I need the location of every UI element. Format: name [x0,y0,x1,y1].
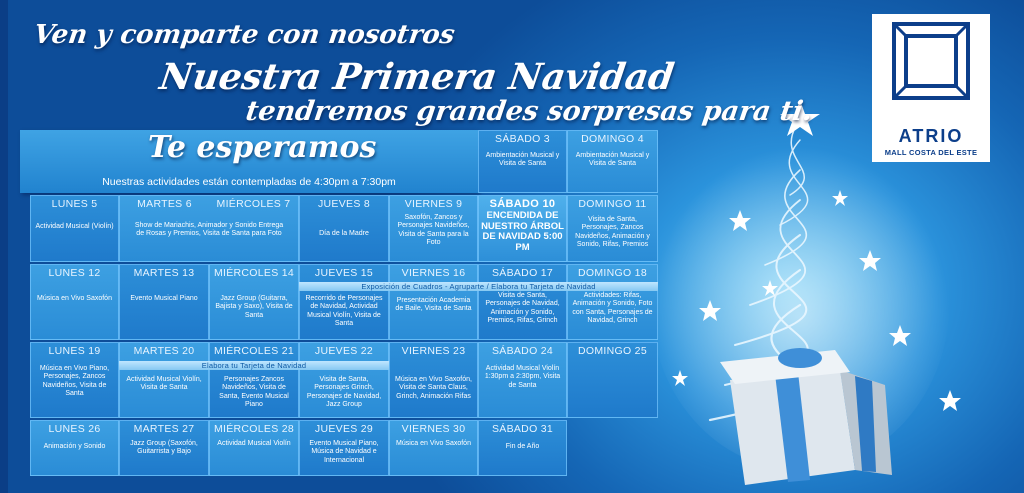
calendar-cell-sab31 [478,420,567,476]
event-text: Actividad Musical Violín [217,440,291,447]
day-label: SÁBADO 17 [491,267,554,279]
calendar-cell-vie16 [389,264,478,340]
calendar-cell-jue22 [299,342,389,418]
event-text: Ambientación Musical y Visita de Santa [485,152,560,168]
day-label: JUEVES 29 [314,423,374,435]
event-text: Recorrido de Personajes de Navidad, Actividad Musical Violín, Visita de Santa [305,295,383,328]
event-text: Música en Vivo Saxofón, Visita de Santa Claus, Grinch, Animación Rifas [395,376,472,400]
headline-line-3: tendremos grandes sorpresas para ti. [243,96,815,127]
day-label: SÁBADO 31 [491,423,554,435]
event-text: Actividad Musical Violín 1:30pm a 2:30pm, Visita de Santa [484,365,561,389]
event-text: Ambientación Musical y Visita de Santa [575,152,650,168]
day-label: DOMINGO 4 [581,133,644,145]
day-label: DOMINGO 25 [578,345,647,357]
calendar-cell-sab3 [478,130,567,193]
calendar-cell-dom18 [567,264,658,340]
event-text: Visita de Santa, Personajes, Zancos Navideños, Animación y Sonido, Rifas, Premios [575,216,650,249]
headline-line-2: Nuestra Primera Navidad [157,56,677,98]
day-label: JUEVES 15 [314,267,374,279]
day-label: JUEVES 22 [314,345,374,357]
day-label: LUNES 26 [48,423,101,435]
day-label: SÁBADO 24 [491,345,554,357]
event-text: Música en Vivo Piano, Personajes, Zancos Navideños, Visita de Santa [39,365,110,398]
event-text: Actividad Musical (Violín) [35,223,114,230]
calendar-cell-lun26 [30,420,119,476]
poster-left-border [0,0,8,493]
event-text: Música en Vivo Saxofón [37,295,112,302]
calendar-cell-dom4 [567,130,658,193]
tarjeta-band: Elabora tu Tarjeta de Navidad [119,361,389,370]
day-label: LUNES 12 [48,267,101,279]
calendar-cell-lun19 [30,342,119,418]
day-label: MARTES 27 [133,423,195,435]
day-label-martes: MARTES 6 [137,198,192,210]
day-label: LUNES 19 [48,345,101,357]
day-label: MARTES 13 [133,267,195,279]
day-label: VIERNES 23 [401,345,466,357]
calendar-cell-mar13 [119,264,209,340]
day-label: DOMINGO 18 [578,267,647,279]
calendar-cell-jue29 [299,420,389,476]
event-text: Show de Mariachis, Animador y Sonido Entrega de Rosas y Premios, Visita de Santa para Foto [134,222,284,238]
day-label: MIÉRCOLES 14 [213,267,295,279]
schedule-note: Nuestras actividades están contempladas de 4:30pm a 7:30pm [102,176,396,188]
day-label: MIÉRCOLES 28 [213,423,295,435]
event-text: Presentación Academia de Baile, Visita de Santa [395,297,472,313]
event-text: ENCENDIDA DE NUESTRO ÁRBOL DE NAVIDAD 5:00 PM [481,210,564,253]
calendar-cell-mie14 [209,264,299,340]
calendar-cell-vie23 [389,342,478,418]
exposicion-band: Exposición de Cuadros - Agruparte / Elabora tu Tarjeta de Navidad [299,282,658,291]
event-text: Día de la Madre [319,230,369,237]
day-label-miercoles: MIÉRCOLES 7 [216,198,291,210]
calendar-cell-mar20 [119,342,209,418]
calendar-cell-dom11 [567,195,658,262]
atrio-logo-mark-icon [892,22,970,100]
event-text: Visita de Santa, Personajes Grinch, Personajes de Navidad, Jazz Group [306,376,382,409]
headline-line-1: Ven y comparte con nosotros [31,20,457,50]
calendar-cell-sab10 [478,195,567,262]
event-text: Actividades: Rifas, Animación y Sonido, Foto con Santa, Personajes de Navidad, Grinch [572,292,653,325]
logo-name: ATRIO [898,126,964,146]
event-text: Jazz Group (Saxofón, Guitarrista y Bajo [130,440,198,456]
calendar-cell-vie9 [389,195,478,262]
event-text: Saxofón, Zancos y Personajes Navideños, Visita de Santa para la Foto [397,214,470,247]
day-label: MIÉRCOLES 21 [213,345,295,357]
event-text: Evento Musical Piano [130,295,198,302]
day-label: VIERNES 16 [401,267,466,279]
logo-subtitle: MALL COSTA DEL ESTE [884,148,978,157]
event-text: Fin de Año [505,443,540,450]
event-text: Actividad Musical Violín, Visita de Santa [126,376,202,392]
calendar-cell-lun12 [30,264,119,340]
calendar-cell-mar27 [119,420,209,476]
day-label: VIERNES 30 [401,423,466,435]
calendar-cell-jue15 [299,264,389,340]
event-text: Jazz Group (Guitarra, Bajista y Saxo), Visita de Santa [215,295,293,319]
event-text: Evento Musical Piano, Música de Navidad e Internacional [309,440,379,464]
calendar-cell-jue8 [299,195,389,262]
calendar-cell-vie30 [389,420,478,476]
day-label: JUEVES 8 [317,198,370,210]
calendar-cell-dom25 [567,342,658,418]
calendar-header [20,130,478,193]
calendar-cell-mie28 [209,420,299,476]
day-label: LUNES 5 [51,198,98,210]
calendar-cell-sab24 [478,342,567,418]
calendar-cell-sab17 [478,264,567,340]
day-label: VIERNES 9 [404,198,463,210]
day-label: DOMINGO 11 [578,198,647,210]
day-label: SÁBADO 10 [489,198,556,210]
day-label: MARTES 20 [133,345,195,357]
event-text: Personajes Zancos Navideños, Visita de Santa, Evento Musical Piano [219,376,289,409]
calendar-title: Te esperamos [148,130,377,165]
event-text: Visita de Santa, Personajes de Navidad, Animación y Sonido, Premios, Rifas, Grinch [485,292,560,325]
atrio-logo [872,14,990,162]
calendar-cell-mar6-mie7 [119,195,299,262]
calendar-cell-lun5 [30,195,119,262]
event-text: Animación y Sonido [43,443,106,450]
day-label: SÁBADO 3 [495,133,550,145]
event-text: Música en Vivo Saxofón [396,440,471,447]
calendar-cell-mie21 [209,342,299,418]
